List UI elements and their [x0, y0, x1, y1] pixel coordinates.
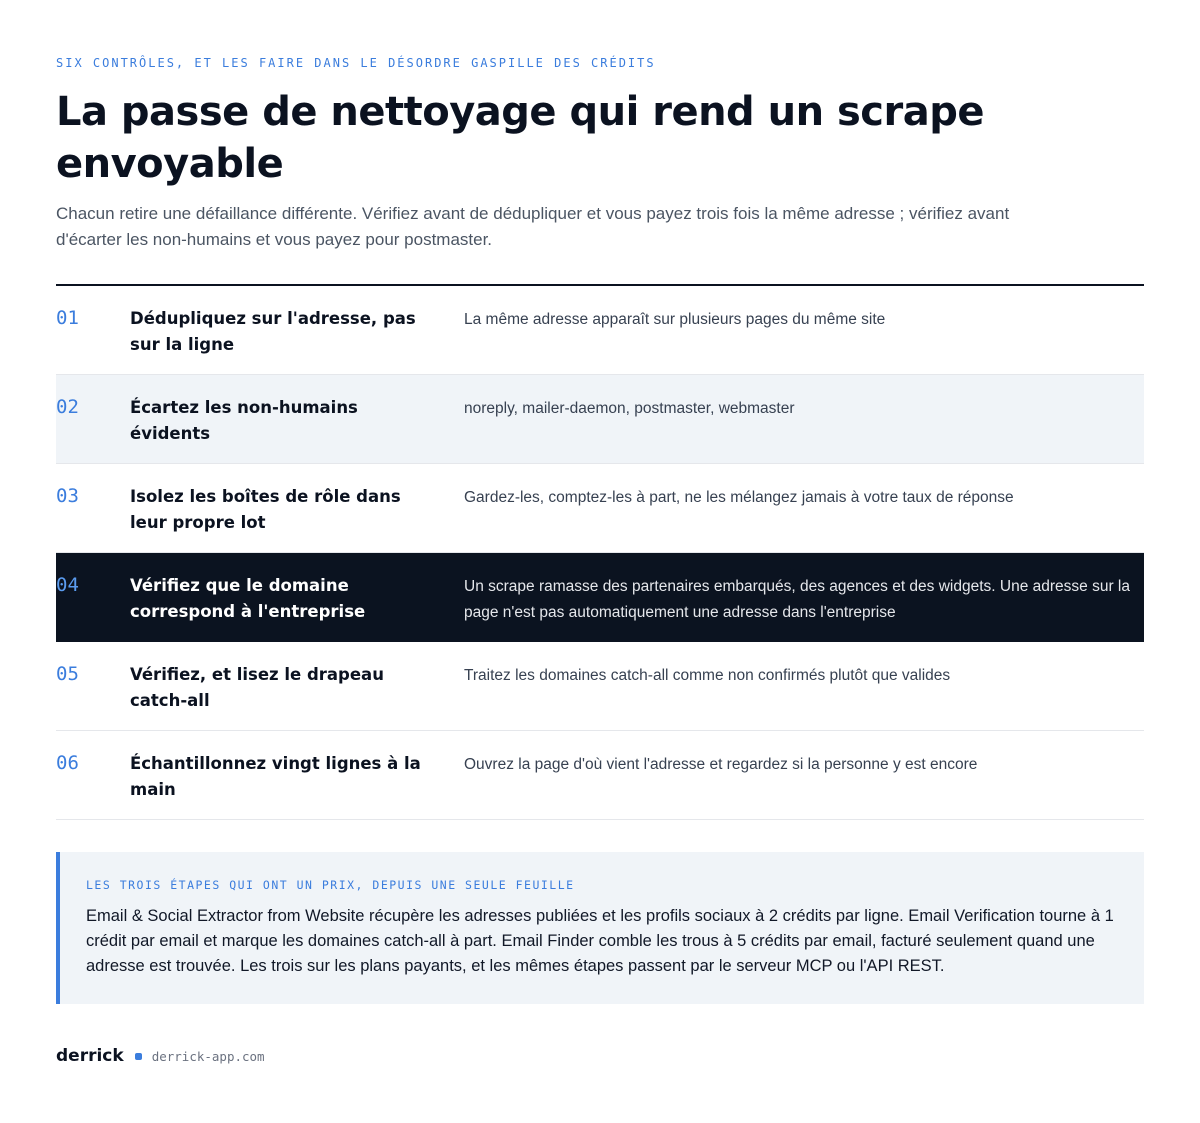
- step-rule: Vérifiez que le domaine correspond à l'entreprise: [130, 576, 366, 621]
- step-description: Un scrape ramasse des partenaires embarqués, des agences et des widgets. Une adresse sur la page n'est pas automatiquement une adresse dans l'entreprise: [464, 578, 1130, 621]
- step-description: noreply, mailer-daemon, postmaster, webmaster: [464, 400, 795, 417]
- step-rule: Dédupliquez sur l'adresse, pas sur la ligne: [130, 309, 416, 354]
- pricing-callout: [56, 852, 1144, 1004]
- step-number: 05: [56, 663, 79, 685]
- callout-body: Email & Social Extractor from Website récupère les adresses publiées et les profils sociaux à 2 crédits par ligne. Email Verification tourne à 1 crédit par email et marque les domaines catch-all à part. Email Finder comble les trous à 5 crédits par email, facturé seulement quand une adresse est trouvée. Les trois sur les plans payants, et les mêmes étapes passent par le serveur MCP ou l'API REST.: [86, 907, 1114, 975]
- page-subtitle: Chacun retire une défaillance différente. Vérifiez avant de dédupliquer et vous payez trois fois la même adresse ; vérifiez avant d'écarter les non-humains et vous payez pour postmaster.: [56, 204, 1010, 249]
- separator-dot-icon: [135, 1053, 142, 1060]
- step-description: La même adresse apparaît sur plusieurs pages du même site: [464, 311, 886, 328]
- step-row: [56, 286, 1144, 375]
- step-description: Traitez les domaines catch-all comme non confirmés plutôt que valides: [464, 667, 951, 684]
- step-number: 02: [56, 396, 79, 418]
- website-link[interactable]: derrick-app.com: [151, 1048, 265, 1064]
- step-number: 01: [56, 307, 79, 329]
- step-row-highlighted: [56, 553, 1144, 642]
- step-row: [56, 375, 1144, 464]
- step-number: 06: [56, 752, 79, 774]
- step-number: 03: [56, 485, 79, 507]
- step-number: 04: [56, 574, 79, 596]
- footer: [56, 1045, 265, 1067]
- step-row: [56, 731, 1144, 820]
- callout-eyebrow: LES TROIS ÉTAPES QUI ONT UN PRIX, DEPUIS UNE SEULE FEUILLE: [86, 878, 575, 892]
- step-description: Ouvrez la page d'où vient l'adresse et regardez si la personne y est encore: [464, 756, 978, 773]
- brand-logo: derrick: [56, 1046, 124, 1066]
- step-rule: Isolez les boîtes de rôle dans leur propre lot: [130, 487, 401, 532]
- step-row: [56, 642, 1144, 731]
- eyebrow: SIX CONTRÔLES, ET LES FAIRE DANS LE DÉSORDRE GASPILLE DES CRÉDITS: [56, 56, 656, 70]
- step-description: Gardez-les, comptez-les à part, ne les mélangez jamais à votre taux de réponse: [464, 489, 1014, 506]
- step-rule: Échantillonnez vingt lignes à la main: [130, 754, 421, 799]
- steps-table: [56, 284, 1144, 820]
- step-rule: Écartez les non-humains évidents: [130, 398, 358, 443]
- step-rule: Vérifiez, et lisez le drapeau catch-all: [130, 665, 384, 710]
- page-title: La passe de nettoyage qui rend un scrape envoyable: [56, 89, 984, 187]
- step-row: [56, 464, 1144, 553]
